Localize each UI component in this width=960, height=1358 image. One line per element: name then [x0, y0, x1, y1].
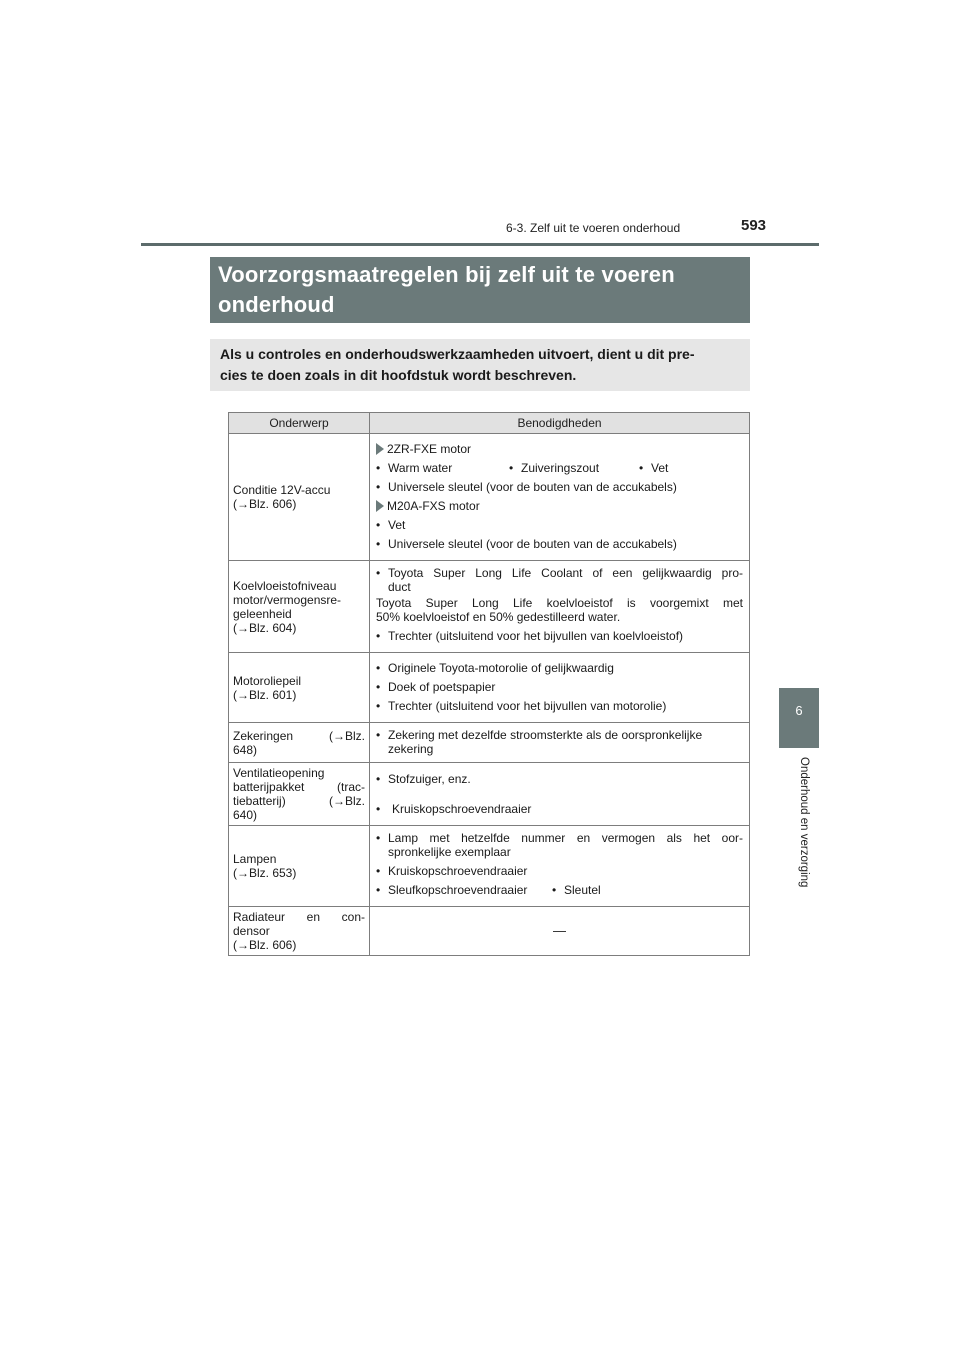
item-text: Stofzuiger, enz.	[388, 771, 471, 786]
bullet-icon: •	[376, 771, 381, 786]
page-reference: (→Blz. 606)	[233, 497, 297, 511]
bullet-icon: •	[376, 629, 381, 643]
bullet-icon: •	[376, 537, 381, 551]
supplies-cell	[370, 826, 750, 907]
page-reference: (→Blz. 653)	[233, 866, 297, 880]
note-line: Toyota Super Long Life koelvloeistof is voorgemixt met	[376, 596, 743, 610]
supplies-cell	[370, 907, 750, 956]
bullet-icon: •	[376, 728, 381, 742]
bullet-icon: •	[376, 461, 381, 475]
topic-line: Lampen	[233, 852, 277, 866]
item-line: Lamp met hetzelfde nummer en vermogen als het oor-	[388, 831, 743, 845]
list-item	[376, 864, 743, 878]
list-item	[376, 629, 743, 643]
triangle-marker-icon	[376, 500, 384, 512]
table-row	[229, 826, 750, 907]
bullet-icon: •	[376, 480, 381, 494]
bullet-icon: •	[376, 831, 381, 845]
note-text	[376, 596, 743, 624]
list-item	[376, 831, 743, 859]
topic-line: Ventilatieopening	[233, 766, 325, 780]
supplies-cell	[370, 561, 750, 653]
bullet-icon: •	[376, 864, 381, 878]
list-item	[376, 566, 743, 594]
item-text: Zuiveringszout	[521, 461, 600, 475]
topic-cell	[229, 763, 370, 826]
item-line: duct	[388, 580, 411, 594]
column-header-topic: Onderwerp	[229, 413, 370, 434]
section-header: 6-3. Zelf uit te voeren onderhoud	[506, 221, 681, 235]
item-text	[388, 831, 743, 859]
intro-line-2: cies te doen zoals in dit hoofdstuk wordt beschreven.	[220, 367, 577, 383]
list-item	[376, 728, 743, 756]
topic-line: geleenheid	[233, 606, 292, 621]
topic-line: densor	[233, 924, 270, 938]
item-text: Universele sleutel (voor de bouten van de accukabels)	[388, 480, 677, 494]
topic-cell	[229, 653, 370, 723]
list-item	[376, 518, 743, 532]
page-title-line-1: Voorzorgsmaatregelen bij zelf uit te voeren	[218, 262, 675, 287]
item-text	[388, 728, 743, 756]
item-text: Kruiskopschroevendraaier	[392, 801, 532, 816]
page-title-line-2: onderhoud	[218, 292, 335, 317]
table-header-row	[229, 413, 750, 434]
page-number: 593	[741, 217, 767, 234]
list-item	[376, 537, 743, 551]
triangle-marker-icon	[376, 443, 384, 455]
item-text: Vet	[651, 461, 669, 475]
bullet-icon: •	[509, 461, 514, 475]
item-text	[388, 566, 743, 594]
item-text: Trechter (uitsluitend voor het bijvullen van motorolie)	[388, 699, 667, 713]
supplies-table	[228, 412, 750, 956]
bullet-icon: •	[376, 699, 381, 713]
intro-text	[220, 344, 740, 386]
table-row	[229, 723, 750, 763]
chapter-title: Onderhoud en verzorging	[798, 757, 810, 888]
engine-subheading	[376, 499, 743, 513]
bullet-icon: •	[552, 883, 557, 897]
bullet-icon: •	[376, 883, 381, 897]
page-reference: 640)	[233, 808, 258, 822]
item-text: Sleufkopschroevendraaier	[388, 883, 528, 897]
list-item	[376, 883, 743, 897]
topic-line: Radiateur en con-	[233, 910, 365, 924]
topic-line: Conditie 12V-accu	[233, 483, 331, 497]
item-text: Sleutel	[564, 883, 601, 897]
bullet-icon: •	[376, 661, 381, 675]
list-item	[376, 772, 743, 786]
item-text: Universele sleutel (voor de bouten van de accukabels)	[388, 537, 677, 551]
table-row	[229, 434, 750, 561]
supplies-cell	[370, 653, 750, 723]
item-text: Warm water	[388, 461, 453, 475]
item-line: Toyota Super Long Life Coolant of een gelijkwaardig pro-	[388, 566, 743, 580]
topic-line: Zekeringen (→Blz.	[233, 728, 365, 743]
page-reference: (→Blz. 601)	[233, 687, 297, 702]
header-rule	[141, 243, 819, 246]
item-text: Originele Toyota-motorolie of gelijkwaardig	[388, 661, 614, 675]
table-row	[229, 763, 750, 826]
item-text: Kruiskopschroevendraaier	[388, 864, 528, 878]
column-header-supplies: Benodigdheden	[370, 413, 750, 434]
empty-value-dash: —	[553, 922, 566, 938]
note-line: 50% koelvloeistof en 50% gedestilleerd water.	[376, 610, 621, 624]
intro-box	[210, 339, 750, 391]
engine-subheading	[376, 442, 743, 456]
list-item	[376, 461, 743, 475]
list-item	[376, 802, 743, 816]
chapter-tab: 6	[779, 688, 819, 748]
title-box	[210, 257, 750, 323]
topic-cell	[229, 907, 370, 956]
bullet-icon: •	[639, 461, 644, 475]
supplies-cell	[370, 723, 750, 763]
page-reference: (→Blz. 606)	[233, 938, 297, 952]
engine-label: 2ZR-FXE motor	[387, 442, 472, 456]
item-line: spronkelijke exemplaar	[388, 845, 511, 859]
list-item	[376, 680, 743, 694]
topic-line: Koelvloeistofniveau	[233, 578, 337, 593]
table-row	[229, 561, 750, 653]
item-line: Zekering met dezelfde stroomsterkte als de oorspronkelijke	[388, 728, 703, 742]
page-title	[218, 260, 742, 320]
item-text: Doek of poetspapier	[388, 680, 496, 694]
bullet-icon: •	[376, 566, 381, 580]
item-text: Trechter (uitsluitend voor het bijvullen van koelvloeistof)	[388, 629, 684, 643]
item-line: zekering	[388, 742, 434, 756]
topic-cell	[229, 723, 370, 763]
topic-line: tiebatterij) (→Blz.	[233, 794, 365, 808]
list-item	[376, 480, 743, 494]
list-item	[376, 699, 743, 713]
page-reference: 648)	[233, 742, 258, 757]
bullet-icon: •	[376, 680, 381, 694]
topic-line: motor/vermogensre-	[233, 592, 342, 607]
engine-label: M20A-FXS motor	[387, 499, 480, 513]
topic-line: batterijpakket (trac-	[233, 780, 365, 794]
supplies-cell	[370, 763, 750, 826]
supplies-cell	[370, 434, 750, 561]
list-item	[376, 661, 743, 675]
page-reference: (→Blz. 604)	[233, 620, 297, 635]
bullet-icon: •	[376, 801, 381, 816]
item-text: Vet	[388, 518, 406, 532]
topic-cell	[229, 434, 370, 561]
table-row	[229, 907, 750, 956]
intro-line-1: Als u controles en onderhoudswerkzaamheden uitvoert, dient u dit pre-	[220, 346, 695, 362]
topic-line: Motoroliepeil	[233, 673, 302, 688]
topic-cell	[229, 826, 370, 907]
table-row	[229, 653, 750, 723]
topic-cell	[229, 561, 370, 653]
bullet-icon: •	[376, 518, 381, 532]
